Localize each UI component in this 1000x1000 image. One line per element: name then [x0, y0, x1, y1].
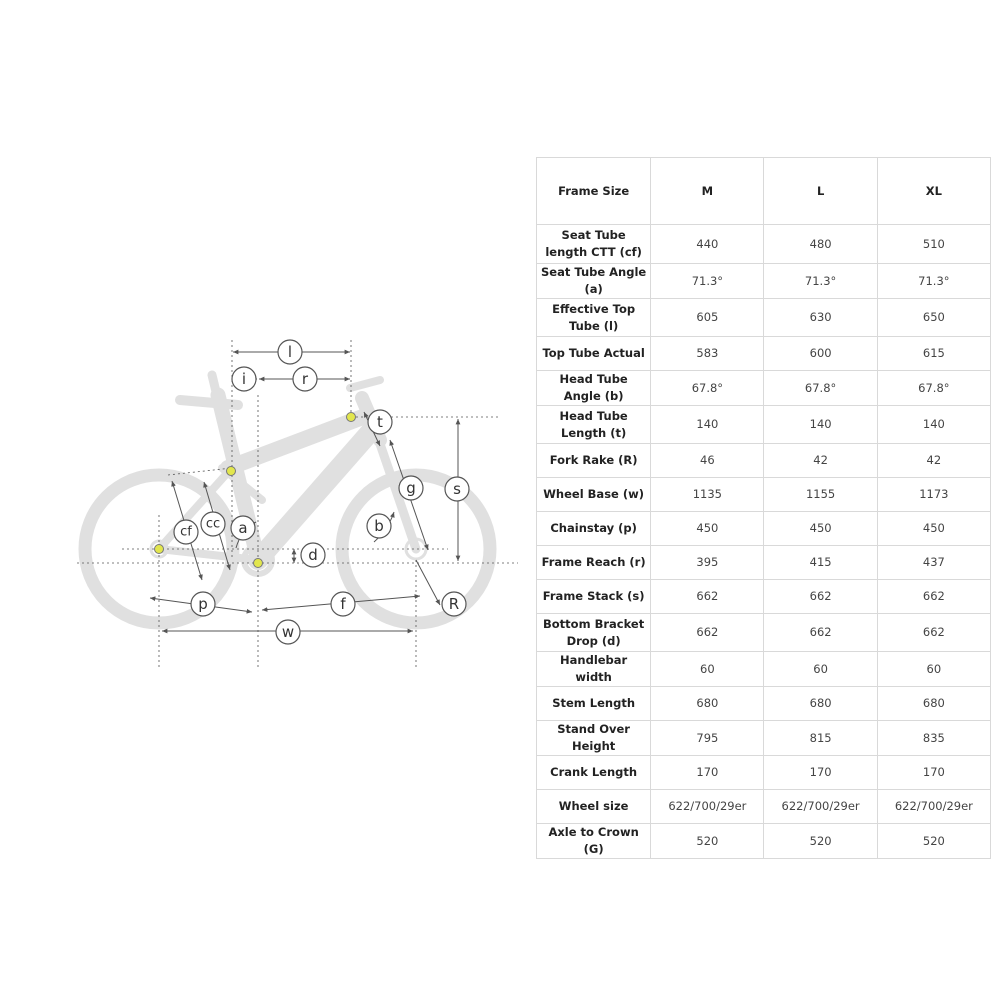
- label-f: f: [340, 595, 346, 613]
- cell-m: 520: [651, 824, 764, 859]
- table-row: [537, 264, 991, 299]
- table-row: [537, 512, 991, 546]
- table-row: [537, 721, 991, 756]
- label-cc: cc: [205, 516, 221, 532]
- cell-xl: 680: [877, 687, 990, 721]
- cell-l: 450: [764, 512, 877, 546]
- cell-l: 815: [764, 721, 877, 756]
- cell-m: 170: [651, 756, 764, 790]
- table-row: [537, 687, 991, 721]
- label-g: g: [406, 479, 416, 497]
- cell-xl: 1173: [877, 478, 990, 512]
- dim-R: [416, 560, 440, 605]
- cell-l: 1155: [764, 478, 877, 512]
- cell-xl: 510: [877, 225, 990, 264]
- cell-xl: 67.8°: [877, 371, 990, 406]
- label-w: w: [281, 623, 295, 641]
- cell-l: 520: [764, 824, 877, 859]
- cell-m: 60: [651, 652, 764, 687]
- row-label: Wheel size: [537, 790, 651, 824]
- table-row: [537, 444, 991, 478]
- label-cf: cf: [180, 524, 192, 540]
- header-size-l: L: [764, 158, 877, 225]
- cell-xl: 71.3°: [877, 264, 990, 299]
- cell-xl: 520: [877, 824, 990, 859]
- saddle: [180, 400, 238, 405]
- cell-m: 46: [651, 444, 764, 478]
- label-l: l: [287, 343, 293, 361]
- cell-l: 680: [764, 687, 877, 721]
- row-label: Frame Stack (s): [537, 580, 651, 614]
- table-row: [537, 406, 991, 444]
- label-R: R: [448, 595, 460, 613]
- table-row: [537, 580, 991, 614]
- row-label: Head Tube Length (t): [537, 406, 651, 444]
- row-label: Head Tube Angle (b): [537, 371, 651, 406]
- table-row: [537, 652, 991, 687]
- cell-m: 1135: [651, 478, 764, 512]
- cell-l: 42: [764, 444, 877, 478]
- cell-m: 622/700/29er: [651, 790, 764, 824]
- stem: [350, 380, 380, 388]
- row-label: Effective Top Tube (l): [537, 299, 651, 337]
- cell-l: 60: [764, 652, 877, 687]
- row-label: Handlebar width: [537, 652, 651, 687]
- table-row: [537, 756, 991, 790]
- cell-xl: 650: [877, 299, 990, 337]
- header-size-xl: XL: [877, 158, 990, 225]
- cell-xl: 42: [877, 444, 990, 478]
- cell-m: 583: [651, 337, 764, 371]
- cell-xl: 622/700/29er: [877, 790, 990, 824]
- cell-m: 795: [651, 721, 764, 756]
- cell-m: 71.3°: [651, 264, 764, 299]
- cell-m: 440: [651, 225, 764, 264]
- row-label: Axle to Crown (G): [537, 824, 651, 859]
- cell-l: 662: [764, 614, 877, 652]
- row-label: Chainstay (p): [537, 512, 651, 546]
- header-size-m: M: [651, 158, 764, 225]
- row-label: Wheel Base (w): [537, 478, 651, 512]
- table-row: [537, 225, 991, 264]
- cell-m: 67.8°: [651, 371, 764, 406]
- rear-axle-point: [155, 545, 164, 554]
- row-label: Frame Reach (r): [537, 546, 651, 580]
- label-i: i: [241, 370, 247, 388]
- cell-l: 662: [764, 580, 877, 614]
- table-row: [537, 478, 991, 512]
- table-row: [537, 299, 991, 337]
- cell-xl: 60: [877, 652, 990, 687]
- cell-m: 605: [651, 299, 764, 337]
- cell-l: 480: [764, 225, 877, 264]
- seat-tube-top-point: [227, 467, 236, 476]
- bottom-bracket-point: [254, 559, 263, 568]
- table-row: [537, 790, 991, 824]
- geometry-table: [536, 157, 991, 859]
- cell-l: 170: [764, 756, 877, 790]
- cell-m: 140: [651, 406, 764, 444]
- cell-l: 67.8°: [764, 371, 877, 406]
- cell-l: 622/700/29er: [764, 790, 877, 824]
- row-label: Fork Rake (R): [537, 444, 651, 478]
- cell-l: 415: [764, 546, 877, 580]
- row-label: Seat Tube Angle (a): [537, 264, 651, 299]
- cell-xl: 450: [877, 512, 990, 546]
- table-row: [537, 824, 991, 859]
- head-tube-top-point: [347, 413, 356, 422]
- cell-m: 395: [651, 546, 764, 580]
- cell-m: 450: [651, 512, 764, 546]
- cell-xl: 437: [877, 546, 990, 580]
- table-row: [537, 337, 991, 371]
- label-s: s: [453, 480, 461, 498]
- cell-m: 680: [651, 687, 764, 721]
- label-r: r: [301, 370, 309, 388]
- table-row: [537, 614, 991, 652]
- cell-l: 630: [764, 299, 877, 337]
- cell-m: 662: [651, 614, 764, 652]
- row-label: Stand Over Height: [537, 721, 651, 756]
- cell-xl: 835: [877, 721, 990, 756]
- row-label: Seat Tube length CTT (cf): [537, 225, 651, 264]
- row-label: Top Tube Actual: [537, 337, 651, 371]
- label-d: d: [308, 546, 318, 564]
- cell-l: 600: [764, 337, 877, 371]
- cell-xl: 615: [877, 337, 990, 371]
- label-b: b: [374, 517, 384, 535]
- row-label: Crank Length: [537, 756, 651, 790]
- row-label: Bottom Bracket Drop (d): [537, 614, 651, 652]
- label-a: a: [238, 519, 248, 537]
- cell-xl: 662: [877, 580, 990, 614]
- table-row: [537, 371, 991, 406]
- label-p: p: [198, 595, 208, 613]
- cell-l: 140: [764, 406, 877, 444]
- cell-xl: 140: [877, 406, 990, 444]
- cell-l: 71.3°: [764, 264, 877, 299]
- cell-m: 662: [651, 580, 764, 614]
- label-t: t: [377, 413, 383, 431]
- row-label: Stem Length: [537, 687, 651, 721]
- table-header-row: [537, 158, 991, 225]
- cell-xl: 662: [877, 614, 990, 652]
- table-row: [537, 546, 991, 580]
- cell-xl: 170: [877, 756, 990, 790]
- seatpost: [212, 375, 218, 400]
- header-frame-size: Frame Size: [537, 158, 651, 225]
